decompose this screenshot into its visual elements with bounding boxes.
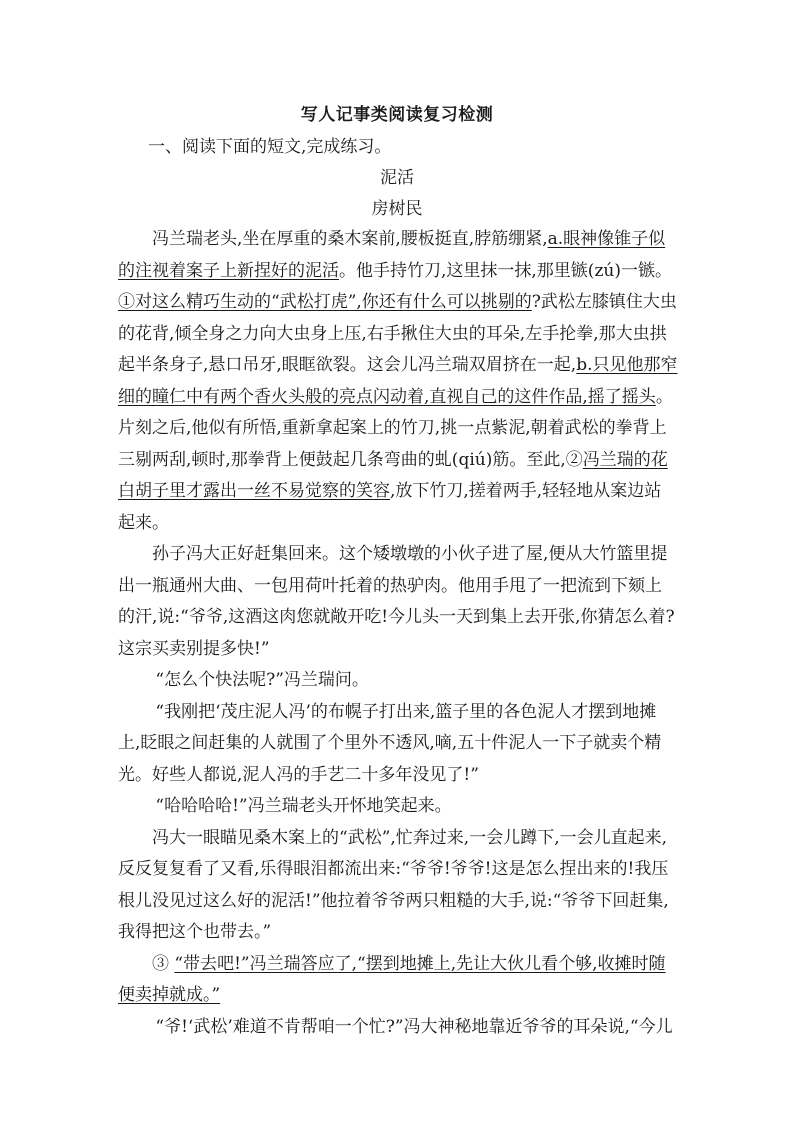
section-instruction: 一、阅读下面的短文,完成练习。 (148, 137, 392, 157)
paragraph-6: 冯大一眼瞄见桑木案上的“武松”,忙奔过来,一会儿蹲下,一会儿直起来,反反复复看了又看,乐得眼泪都流出来:“爷爷!爷爷!这是怎么捏出来的!我压根儿没见过这么好的泥活!”他拉着爷爷两只粗糙的大手,说:“爷爷下回赶集,我得把这个也带去。” (118, 827, 669, 942)
story-author: 房树民 (371, 199, 423, 219)
p1-underline-a: a.眼神像锥子似的注视着案子上新捏好的泥活 (118, 229, 666, 281)
p1-underline-1: ①对这么精巧生动的“武松打虎”,你还有什么可以挑剔的 (118, 292, 532, 312)
p1-underline-2: 冯兰瑞的花白胡子里才露出一丝不易觉察的笑容 (118, 449, 668, 501)
page-title: 写人记事类阅读复习检测 (300, 105, 494, 125)
p1-text-2: 。他手持竹刀,这里抹一抹,那里镞(zú)一镞。 (339, 260, 672, 281)
p1-text-3: ?武松左膝镇住大虫的花背,倾全身之力向大虫身上压,右手揪住大虫的耳朵,左手抡拳,那大虫拱起半条身子,悬口吊牙,眼眶欲裂。这会儿冯兰瑞双眉挤在一起, (118, 292, 677, 375)
story-title: 泥活 (380, 168, 414, 188)
p1-text-4: 。片刻之后,他似有所悟,重新拿起案上的竹刀,挑一点紫泥,朝着武松的拳背上三剔两刮,顿时,那拳背上便鼓起几条弯曲的虬(qiú)筋。至此,② (118, 386, 673, 470)
paragraph-4: “我刚把‘茂庄泥人冯’的布幌子打出来,篮子里的各色泥人才摆到地摊上,眨眼之间赶集的人就围了个里外不透风,嘀,五十件泥人一下子就卖个精光。好些人都说,泥人冯的手艺二十多年没见了!” (118, 701, 662, 785)
paragraph-2: 孙子冯大正好赶集回来。这个矮墩墩的小伙子进了屋,便从大竹篮里提出一瓶通州大曲、一包用荷叶托着的热驴肉。他用手甩了一把流到下颏上的汗,说:“爷爷,这酒这肉您就敞开吃!今儿头一天到集上去开张,你猜怎么着?这宗买卖别提多快!” (118, 544, 675, 659)
p7-underline-3: “带去吧!”冯兰瑞答应了,“摆到地摊上,先让大伙儿看个够,收摊时随便卖掉就成。” (118, 953, 666, 1005)
p1-text-5: ,放下竹刀,搓着两手,轻轻地从案边站起来。 (118, 481, 662, 533)
p7-mark: ③ (152, 953, 175, 974)
story-body (118, 224, 678, 1043)
paragraph-3: “怎么个快法呢?”冯兰瑞问。 (155, 670, 369, 690)
paragraph-1 (118, 224, 678, 539)
p1-underline-b: b.只见他那窄细的瞳仁中有两个香火头般的亮点闪动着,直视自己的这件作品,摇了摇头 (118, 355, 678, 407)
paragraph-5: “哈哈哈哈!”冯兰瑞老头开怀地笑起来。 (155, 796, 452, 816)
paragraph-7 (118, 949, 678, 1012)
p1-text-1: 冯兰瑞老头,坐在厚重的桑木案前,腰板挺直,脖筋绷紧, (152, 229, 548, 249)
paragraph-8: “爷!‘武松’难道不肯帮咱一个忙?”冯大神秘地靠近爷爷的耳朵说,“今儿 (155, 1016, 673, 1037)
